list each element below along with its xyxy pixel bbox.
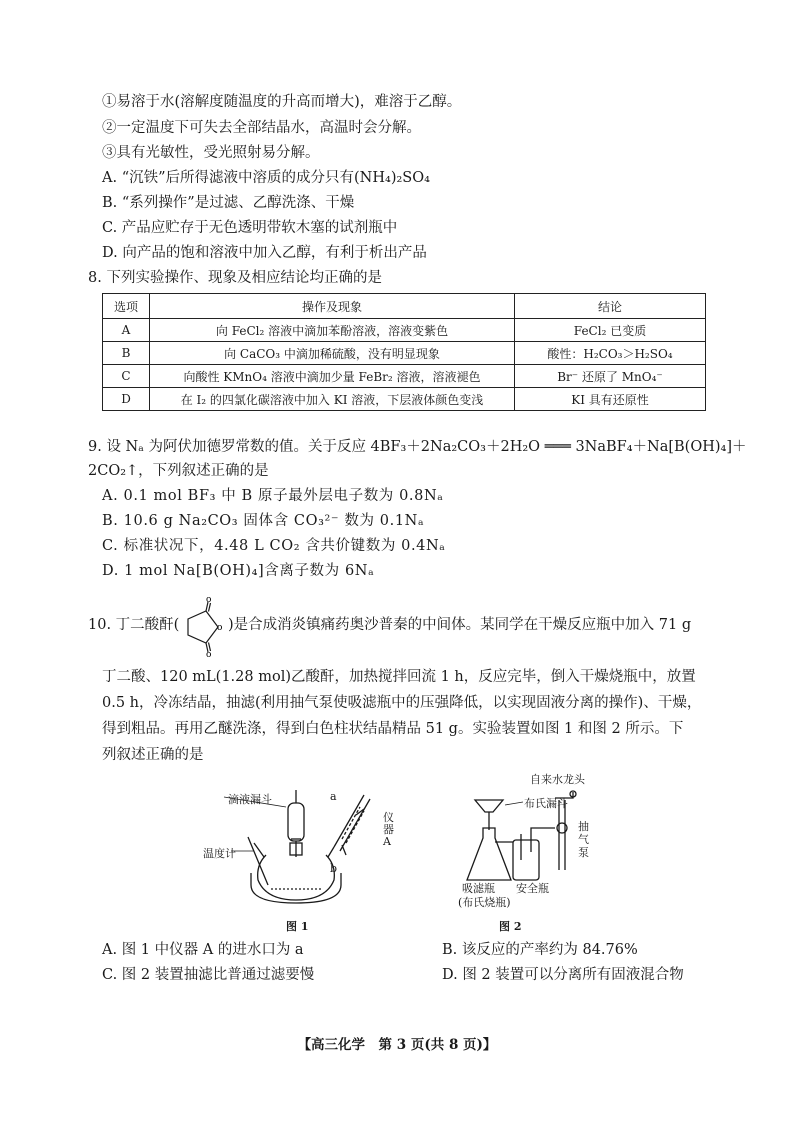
q9-option-a: A. 0.1 mol BF₃ 中 B 原子最外层电子数为 0.8Nₐ — [102, 488, 444, 504]
q7-option-b: B. “系列操作”是过滤、乙醇洗涤、干燥 — [102, 195, 355, 211]
table-row — [103, 388, 706, 411]
q9-option-b: B. 10.6 g Na₂CO₃ 固体含 CO₃²⁻ 数为 0.1Nₐ — [102, 513, 425, 529]
q7-option-a: A. “沉铁”后所得滤液中溶质的成分只有(NH₄)₂SO₄ — [102, 170, 430, 186]
figure2-label-flask: 吸滤瓶 — [462, 882, 495, 895]
q10-option-b: B. 该反应的产率约为 84.76% — [442, 942, 638, 958]
header-conclusion: 结论 — [515, 294, 706, 319]
q9-option-d: D. 1 mol Na[B(OH)₄]含离子数为 6Nₐ — [102, 563, 375, 579]
row-option: A — [103, 319, 150, 342]
row-operation: 向 CaCO₃ 中滴加稀硫酸，没有明显现象 — [150, 342, 515, 365]
figure1-label-a: a — [330, 790, 337, 803]
q9-option-c: C. 标准状况下，4.48 L CO₂ 含共价键数为 0.4Nₐ — [102, 538, 446, 554]
svg-text:o: o — [206, 597, 212, 605]
figure1-label-instrument: 仪器A — [383, 811, 394, 848]
q9-stem-line1: 9. 设 Nₐ 为阿伏加德罗常数的值。关于反应 4BF₃＋2Na₂CO₃＋2H₂O ═══ 3NaBF₄＋Na[B(OH)₄]＋ — [88, 439, 747, 455]
figure2-label-pump: 抽气泵 — [578, 820, 589, 859]
q10-option-d: D. 图 2 装置可以分离所有固液混合物 — [442, 967, 684, 983]
q10-option-a: A. 图 1 中仪器 A 的进水口为 a — [102, 942, 304, 958]
succinic-anhydride-structure — [174, 597, 228, 657]
row-conclusion: KI 具有还原性 — [515, 388, 706, 411]
q7-item1: ①易溶于水(溶解度随温度的升高而增大)，难溶于乙醇。 — [102, 94, 462, 110]
q9-stem-line2: 2CO₂↑，下列叙述正确的是 — [88, 463, 269, 479]
q10-stem-suffix: )是合成消炎镇痛药奥沙普秦的中间体。某同学在干燥反应瓶中加入 71 g — [228, 617, 692, 633]
figure1-label-funnel: 滴液漏斗 — [228, 793, 272, 806]
q10-line3: 0.5 h，冷冻结晶，抽滤(利用抽气泵使吸滤瓶中的压强降低，以实现固液分离的操作)、干燥， — [102, 695, 702, 711]
figure2-label-tap: 自来水龙头 — [530, 773, 585, 786]
q10-option-c: C. 图 2 装置抽滤比普通过滤要慢 — [102, 967, 315, 983]
q7-option-c: C. 产品应贮存于无色透明带软木塞的试剂瓶中 — [102, 220, 398, 236]
row-option: D — [103, 388, 150, 411]
q7-item3: ③具有光敏性，受光照射易分解。 — [102, 145, 320, 161]
row-option: B — [103, 342, 150, 365]
page-footer: 【高三化学 第 3 页(共 8 页)】 — [297, 1037, 497, 1053]
row-operation: 在 I₂ 的四氯化碳溶液中加入 KI 溶液，下层液体颜色变浅 — [150, 388, 515, 411]
row-conclusion: 酸性：H₂CO₃＞H₂SO₄ — [515, 342, 706, 365]
row-operation: 向酸性 KMnO₄ 溶液中滴加少量 FeBr₂ 溶液，溶液褪色 — [150, 365, 515, 388]
header-operation: 操作及现象 — [150, 294, 515, 319]
q10-line2: 丁二酸、120 mL(1.28 mol)乙酸酐，加热搅拌回流 1 h，反应完毕，倒入干燥烧瓶中，放置 — [102, 669, 696, 685]
figure2-label-flask-alt: (布氏烧瓶) — [458, 896, 511, 909]
figure1-label-thermometer: 温度计 — [203, 847, 236, 860]
table-row — [103, 319, 706, 342]
q8-stem: 8. 下列实验操作、现象及相应结论均正确的是 — [88, 270, 382, 286]
figure1-caption: 图 1 — [286, 920, 309, 933]
table-header-row — [103, 294, 706, 319]
svg-text:o: o — [206, 650, 212, 657]
row-conclusion: FeCl₂ 已变质 — [515, 319, 706, 342]
svg-text:o: o — [217, 623, 223, 633]
table-row — [103, 342, 706, 365]
q10-line4: 得到粗品。再用乙醚洗涤，得到白色柱状结晶精品 51 g。实验装置如图 1 和图 2 所示。下 — [102, 721, 684, 737]
q7-option-d: D. 向产品的饱和溶液中加入乙醇，有利于析出产品 — [102, 245, 427, 261]
q10-line5: 列叙述正确的是 — [102, 747, 204, 763]
figure1-label-b: b — [330, 862, 338, 875]
q10-stem-prefix: 10. 丁二酸酐( — [88, 617, 180, 633]
q7-item2: ②一定温度下可失去全部结晶水，高温时会分解。 — [102, 120, 421, 136]
row-option: C — [103, 365, 150, 388]
figure2-label-safety-bottle: 安全瓶 — [516, 882, 549, 895]
figure2-caption: 图 2 — [499, 920, 522, 933]
q8-table — [102, 293, 706, 411]
header-option: 选项 — [103, 294, 150, 319]
row-operation: 向 FeCl₂ 溶液中滴加苯酚溶液，溶液变紫色 — [150, 319, 515, 342]
figure2-label-buchner: 布氏漏斗 — [524, 797, 568, 810]
table-row — [103, 365, 706, 388]
row-conclusion: Br⁻ 还原了 MnO₄⁻ — [515, 365, 706, 388]
